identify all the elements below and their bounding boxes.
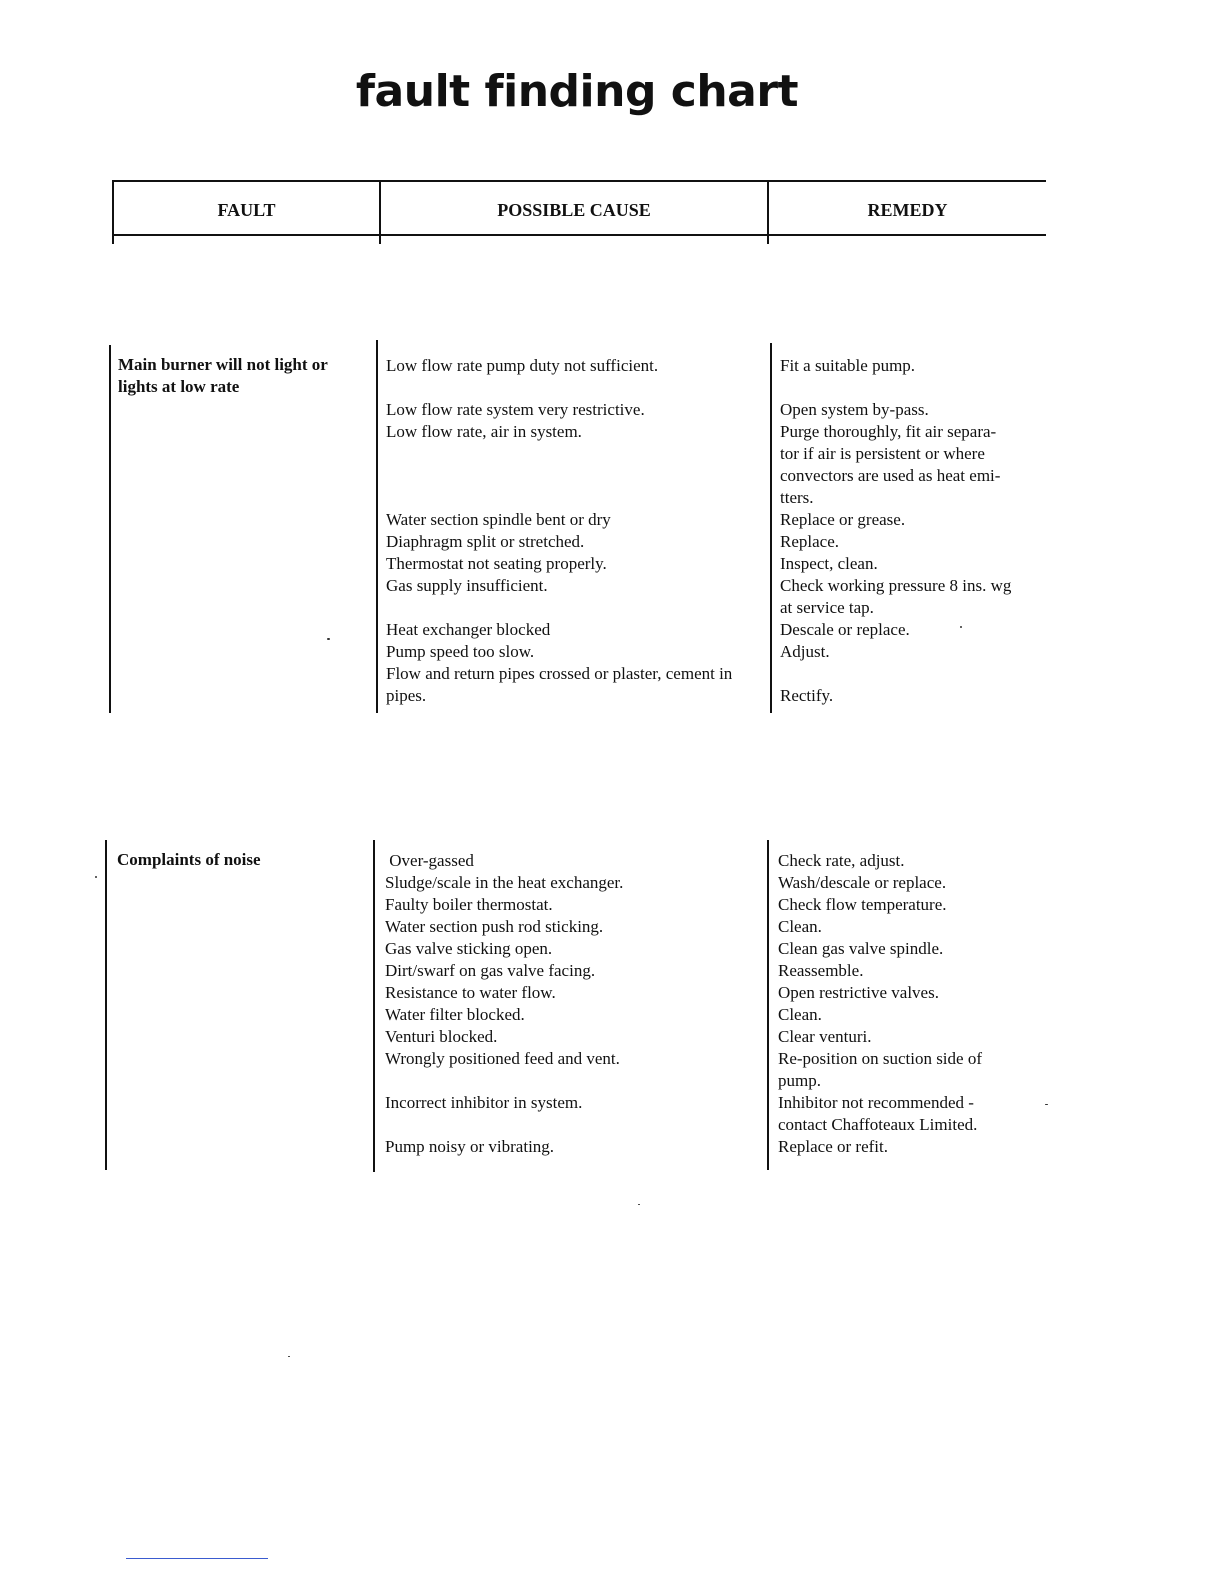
scan-speck: [288, 1356, 290, 1357]
remedy-line: [780, 377, 1011, 399]
cause-line: Gas supply insufficient.: [386, 576, 548, 595]
page-title: fault finding chart: [355, 66, 799, 117]
remedy-line: tor if air is persistent or where: [780, 444, 985, 463]
section2-rule-cause: [373, 840, 375, 1172]
cause-line: [386, 597, 732, 619]
remedy-line: [780, 663, 1011, 685]
remedy-line: Replace.: [780, 532, 839, 551]
remedy-line: tters.: [780, 488, 814, 507]
section2-causes: [385, 850, 623, 1158]
section2-rule-remedy: [767, 840, 769, 1170]
remedy-line: Adjust.: [780, 642, 830, 661]
remedy-line: Clean.: [778, 917, 822, 936]
section1-fault: [118, 354, 328, 398]
scan-speck: [1045, 1104, 1048, 1105]
remedy-line: Purge thoroughly, fit air separa-: [780, 422, 997, 441]
remedy-line: Check rate, adjust.: [778, 851, 905, 870]
remedy-line: pump.: [778, 1071, 821, 1090]
cause-line: Sludge/scale in the heat exchanger.: [385, 873, 624, 892]
fault-line: Main burner will not light or: [118, 355, 328, 374]
cause-line: [386, 465, 732, 487]
cause-line: pipes.: [386, 686, 427, 705]
cause-line: Heat exchanger blocked: [386, 620, 551, 639]
remedy-line: Clear venturi.: [778, 1027, 872, 1046]
remedy-line: Replace or refit.: [778, 1137, 888, 1156]
remedy-line: Fit a suitable pump.: [780, 356, 916, 375]
section1-causes: [386, 355, 732, 707]
section2-fault: [117, 849, 261, 871]
cause-line: Wrongly positioned feed and vent.: [385, 1049, 620, 1068]
cause-line: [386, 377, 732, 399]
remedy-line: Clean gas valve spindle.: [778, 939, 944, 958]
scan-speck: [960, 626, 962, 628]
cause-line: [385, 1070, 623, 1092]
remedy-line: Re-position on suction side of: [778, 1049, 982, 1068]
remedy-line: Check working pressure 8 ins. wg: [780, 576, 1012, 595]
remedy-line: Reassemble.: [778, 961, 864, 980]
cause-line: Pump noisy or vibrating.: [385, 1137, 555, 1156]
cause-line: [386, 443, 732, 465]
cause-line: Low flow rate, air in system.: [386, 422, 582, 441]
remedy-line: Open system by-pass.: [780, 400, 929, 419]
header-bottom-rule: [112, 234, 1046, 236]
remedy-line: Clean.: [778, 1005, 822, 1024]
bottom-rule: [126, 1558, 268, 1559]
remedy-line: at service tap.: [780, 598, 874, 617]
remedy-line: Check flow temperature.: [778, 895, 947, 914]
cause-line: Low flow rate system very restrictive.: [386, 400, 645, 419]
remedy-line: convectors are used as heat emi-: [780, 466, 1001, 485]
scan-speck: [327, 638, 330, 640]
header-fault: FAULT: [217, 200, 276, 220]
cause-line: Resistance to water flow.: [385, 983, 556, 1002]
cause-line: Venturi blocked.: [385, 1027, 498, 1046]
cause-line: Over-gassed: [385, 851, 474, 870]
header-remedy: REMEDY: [867, 200, 948, 220]
cause-line: Water filter blocked.: [385, 1005, 525, 1024]
cause-line: Thermostat not seating properly.: [386, 554, 607, 573]
cause-line: Pump speed too slow.: [386, 642, 535, 661]
remedy-line: Replace or grease.: [780, 510, 906, 529]
cause-line: [386, 487, 732, 509]
fault-line: Complaints of noise: [117, 850, 261, 869]
remedy-line: Descale or replace.: [780, 620, 910, 639]
remedy-line: Open restrictive valves.: [778, 983, 939, 1002]
cause-line: [385, 1114, 623, 1136]
cause-line: Water section spindle bent or dry: [386, 510, 611, 529]
cause-line: Diaphragm split or stretched.: [386, 532, 585, 551]
section1-rule-cause: [376, 340, 378, 713]
header-top-rule: [112, 180, 1046, 182]
cause-line: Incorrect inhibitor in system.: [385, 1093, 583, 1112]
section1-rule-remedy: [770, 343, 772, 713]
section1-remedies: [780, 355, 1011, 707]
header-possible-cause: POSSIBLE CAUSE: [497, 200, 651, 220]
cause-line: Faulty boiler thermostat.: [385, 895, 553, 914]
scan-speck: [95, 876, 97, 878]
remedy-line: Inhibitor not recommended -: [778, 1093, 974, 1112]
cause-line: Gas valve sticking open.: [385, 939, 553, 958]
remedy-line: Rectify.: [780, 686, 834, 705]
scan-speck: [638, 1204, 640, 1205]
section1-rule-fault: [109, 345, 111, 713]
section2-rule-fault: [105, 840, 107, 1170]
section2-remedies: [778, 850, 982, 1158]
fault-line: lights at low rate: [118, 377, 240, 396]
remedy-line: contact Chaffoteaux Limited.: [778, 1115, 978, 1134]
cause-line: Dirt/swarf on gas valve facing.: [385, 961, 596, 980]
remedy-line: Inspect, clean.: [780, 554, 878, 573]
cause-line: Flow and return pipes crossed or plaster, cement in: [386, 664, 733, 683]
cause-line: Low flow rate pump duty not sufficient.: [386, 356, 659, 375]
remedy-line: Wash/descale or replace.: [778, 873, 947, 892]
cause-line: Water section push rod sticking.: [385, 917, 604, 936]
